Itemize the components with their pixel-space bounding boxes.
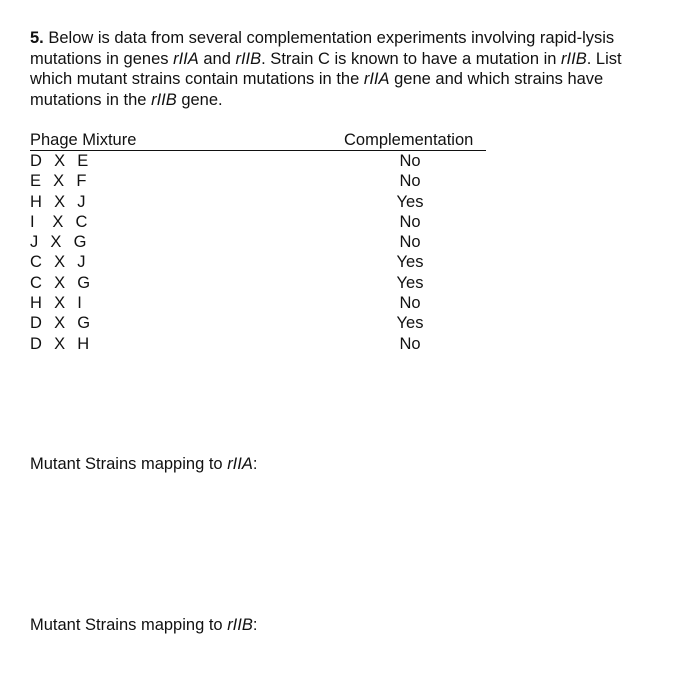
complementation-cell: No bbox=[399, 152, 421, 170]
complementation-cell: Yes bbox=[396, 192, 424, 211]
gene-name: rIIA bbox=[173, 49, 199, 68]
gene-name: rIIA bbox=[227, 455, 253, 473]
question-line-1 bbox=[30, 28, 680, 49]
table-row bbox=[30, 192, 486, 212]
answer-colon: : bbox=[252, 455, 258, 473]
gene-name: rIIA bbox=[363, 70, 390, 88]
table-row bbox=[30, 232, 486, 252]
gene-name: rIIB bbox=[151, 90, 177, 109]
phage-mixture-cell: H X I bbox=[30, 294, 83, 313]
q-text: mutations in the bbox=[30, 90, 152, 109]
column-header-complementation: Complementation bbox=[344, 131, 474, 149]
question-text bbox=[30, 28, 680, 110]
answer-riia bbox=[30, 455, 257, 474]
gene-name: rIIB bbox=[227, 616, 253, 634]
phage-mixture-cell: I X C bbox=[30, 212, 89, 231]
phage-mixture-cell: J X G bbox=[30, 233, 88, 252]
gene-name: rIIB bbox=[561, 49, 587, 68]
phage-mixture-cell: C X G bbox=[30, 273, 92, 292]
gene-name: rIIB bbox=[235, 49, 262, 68]
table-row bbox=[30, 334, 486, 354]
complementation-cell: No bbox=[399, 233, 421, 252]
complementation-cell: No bbox=[399, 294, 421, 313]
answer-riib bbox=[30, 616, 257, 635]
question-line-1-text: Below is data from several complementation experiments involving rapid-lysis bbox=[48, 29, 615, 47]
q-text: gene and which strains have bbox=[389, 70, 604, 88]
q-text: and bbox=[198, 49, 236, 68]
table-row bbox=[30, 171, 486, 191]
complementation-cell: Yes bbox=[396, 253, 424, 272]
table-row bbox=[30, 212, 486, 232]
table-body bbox=[30, 151, 486, 354]
complementation-table bbox=[30, 130, 486, 354]
table-header bbox=[30, 130, 486, 151]
q-text: gene. bbox=[176, 90, 223, 109]
table-row bbox=[30, 293, 486, 313]
answer-label: Mutant Strains mapping to bbox=[30, 455, 228, 473]
question-line-2 bbox=[30, 49, 680, 70]
table-row bbox=[30, 313, 486, 333]
q-text: mutations in genes bbox=[30, 49, 174, 68]
phage-mixture-cell: H X J bbox=[30, 192, 87, 211]
q-text: . Strain C is known to have a mutation in bbox=[261, 49, 562, 68]
complementation-cell: Yes bbox=[396, 314, 424, 333]
phage-mixture-cell: C X J bbox=[30, 253, 87, 272]
complementation-cell: No bbox=[399, 212, 421, 231]
table-row bbox=[30, 151, 486, 171]
complementation-cell: No bbox=[399, 172, 421, 191]
complementation-cell: Yes bbox=[396, 273, 424, 292]
phage-mixture-cell: D X G bbox=[30, 314, 92, 333]
answer-colon: : bbox=[252, 616, 258, 634]
phage-mixture-cell: E X F bbox=[30, 172, 88, 191]
question-line-3 bbox=[30, 69, 680, 90]
answer-label: Mutant Strains mapping to bbox=[30, 616, 228, 634]
phage-mixture-cell: D X H bbox=[30, 334, 91, 353]
question-number: 5. bbox=[30, 29, 44, 47]
table-row bbox=[30, 252, 486, 272]
phage-mixture-cell: D X E bbox=[30, 152, 90, 170]
q-text: which mutant strains contain mutations in the bbox=[30, 70, 364, 88]
column-header-phage-mixture: Phage Mixture bbox=[30, 131, 137, 149]
q-text: . List bbox=[586, 49, 622, 68]
table-row bbox=[30, 273, 486, 293]
complementation-cell: No bbox=[399, 334, 421, 353]
question-line-4 bbox=[30, 90, 680, 111]
